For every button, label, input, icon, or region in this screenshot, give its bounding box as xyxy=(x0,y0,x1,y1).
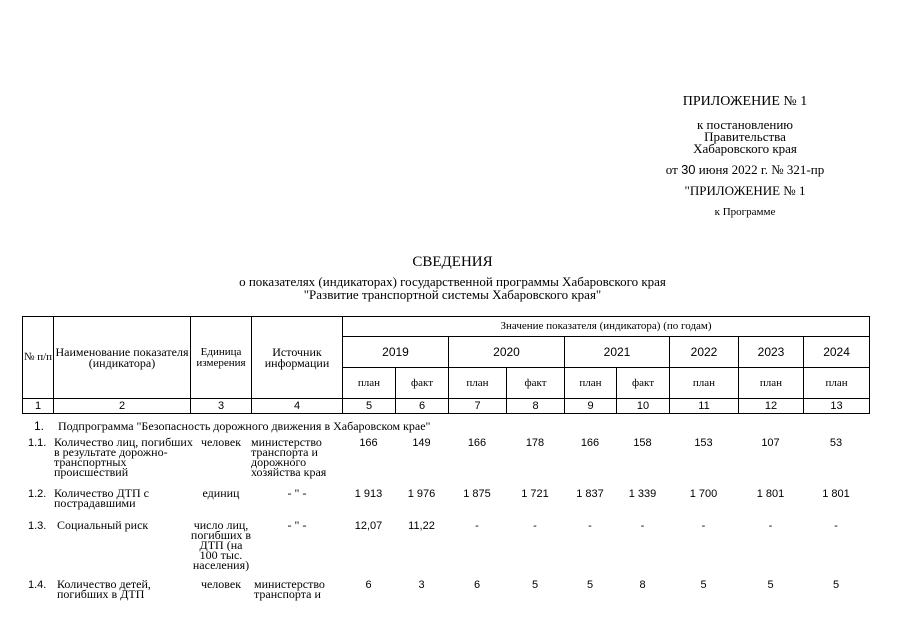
row-index: 1.2. xyxy=(28,488,47,500)
table-row xyxy=(22,579,869,603)
row-source: министерство транспорта и дорожного хозяйства края xyxy=(251,435,327,479)
row-value: 1 875 xyxy=(463,488,491,500)
header-fact: факт xyxy=(507,368,565,399)
row-index: 1.4. xyxy=(28,579,47,591)
row-name: Количество ДТП с пострадавшими xyxy=(54,486,149,510)
row-unit: число лиц, погибших в ДТП (на 100 тыс. населения) xyxy=(190,518,252,572)
row-value: 1 801 xyxy=(756,488,785,500)
row-value: 1 913 xyxy=(354,488,383,500)
row-value: - xyxy=(834,520,838,532)
header-values-group: Значение показателя (индикатора) (по годам) xyxy=(343,317,870,337)
row-value: 178 xyxy=(525,437,545,449)
col-number: 12 xyxy=(739,399,804,414)
row-value: - xyxy=(475,520,479,532)
col-number: 5 xyxy=(343,399,396,414)
col-number: 11 xyxy=(670,399,739,414)
column-numbers-row xyxy=(23,399,870,414)
row-value: - xyxy=(588,520,592,532)
row-value: 1 700 xyxy=(689,488,718,500)
row-value: 5 xyxy=(531,579,539,591)
appendix-line-1: к постановлению xyxy=(696,117,794,132)
row-value: 8 xyxy=(639,579,646,591)
header-fact: факт xyxy=(617,368,670,399)
date-prefix: от xyxy=(665,162,682,177)
header-plan: план xyxy=(565,368,617,399)
row-value: - xyxy=(640,520,645,532)
subprogram-row xyxy=(22,416,869,434)
header-year-2019: 2019 xyxy=(343,337,449,368)
row-value: - xyxy=(768,520,773,532)
row-value: 1 801 xyxy=(822,488,850,500)
appendix-line-3: Хабаровского края xyxy=(693,141,797,156)
row-value: 166 xyxy=(359,437,378,449)
row-name: Количество лиц, погибших в результате дорожно-транспортных происшествий xyxy=(54,435,193,479)
header-plan: план xyxy=(739,368,804,399)
appendix-title: ПРИЛОЖЕНИЕ № 1 xyxy=(682,94,808,109)
row-value: 149 xyxy=(412,437,431,449)
header-name: Наименование показателя (индикатора) xyxy=(54,317,191,399)
date-rest: июня 2022 г. № 321-пр xyxy=(695,162,825,177)
date-day: 30 xyxy=(681,162,696,177)
header-year-2020: 2020 xyxy=(449,337,565,368)
col-number: 7 xyxy=(449,399,507,414)
header-plan: план xyxy=(343,368,396,399)
row-value: 1 339 xyxy=(628,488,657,500)
row-index: 1.1. xyxy=(28,437,47,449)
col-number: 6 xyxy=(396,399,449,414)
row-name: Социальный риск xyxy=(57,518,149,532)
row-value: 6 xyxy=(473,579,481,591)
header-unit: Единица измерения xyxy=(191,317,252,399)
header-source: Источник информации xyxy=(252,317,343,399)
row-name: Количество детей, погибших в ДТП xyxy=(57,577,151,601)
row-value: 107 xyxy=(761,437,780,449)
table-row xyxy=(22,488,869,514)
row-source: министерство транспорта и xyxy=(254,577,325,601)
row-value: 5 xyxy=(767,579,774,591)
appendix-to-program: к Программе xyxy=(714,206,776,218)
header-plan: план xyxy=(804,368,870,399)
col-number: 2 xyxy=(54,399,191,414)
table-row xyxy=(22,520,869,578)
row-value: 1 721 xyxy=(521,488,549,500)
header-year-2024: 2024 xyxy=(804,337,870,368)
row-value: 5 xyxy=(700,579,707,591)
row-value: 153 xyxy=(694,437,713,449)
header-plan: план xyxy=(670,368,739,399)
appendix-line-2: Правительства xyxy=(704,129,786,144)
header-plan: план xyxy=(449,368,507,399)
row-value: 11,22 xyxy=(408,520,435,532)
col-number: 8 xyxy=(507,399,565,414)
col-number: 13 xyxy=(804,399,870,414)
col-number: 4 xyxy=(252,399,343,414)
heading-line-2: "Развитие транспортной системы Хабаровского края" xyxy=(303,287,602,302)
row-value: - xyxy=(701,520,706,532)
row-source: - " - xyxy=(287,518,307,532)
row-unit: человек xyxy=(200,435,242,449)
row-value: 12,07 xyxy=(354,520,383,532)
table-row xyxy=(22,437,869,483)
row-value: 158 xyxy=(633,437,652,449)
row-unit: единиц xyxy=(202,486,240,500)
document-heading xyxy=(0,256,905,301)
col-number: 3 xyxy=(191,399,252,414)
row-value: 166 xyxy=(580,437,600,449)
subprogram-num: 1. xyxy=(34,419,45,433)
heading-line-1: о показателях (индикаторах) государственной программы Хабаровского края xyxy=(239,274,666,289)
row-value: 5 xyxy=(586,579,594,591)
header-num: № п/п xyxy=(23,317,54,399)
row-value: 6 xyxy=(365,579,372,591)
header-year-2023: 2023 xyxy=(739,337,804,368)
header-year-2022: 2022 xyxy=(670,337,739,368)
appendix-title-2: "ПРИЛОЖЕНИЕ № 1 xyxy=(684,183,806,198)
row-value: 5 xyxy=(832,579,840,591)
row-value: - xyxy=(533,520,537,532)
row-value: 3 xyxy=(418,579,425,591)
subprogram-title: Подпрограмма "Безопасность дорожного движения в Хабаровском крае" xyxy=(58,419,431,433)
appendix-block xyxy=(630,96,860,218)
row-value: 1 976 xyxy=(407,488,436,500)
header-fact: факт xyxy=(396,368,449,399)
row-index: 1.3. xyxy=(28,520,47,532)
heading-title: СВЕДЕНИЯ xyxy=(412,254,493,270)
appendix-date xyxy=(630,164,860,176)
col-number: 9 xyxy=(565,399,617,414)
row-value: 166 xyxy=(467,437,487,449)
row-source: - " - xyxy=(287,486,307,500)
header-year-2021: 2021 xyxy=(565,337,670,368)
indicators-table-header xyxy=(22,316,870,414)
row-unit: человек xyxy=(200,577,242,591)
col-number: 10 xyxy=(617,399,670,414)
col-number: 1 xyxy=(23,399,54,414)
row-value: 1 837 xyxy=(576,488,604,500)
row-value: 53 xyxy=(829,437,843,449)
